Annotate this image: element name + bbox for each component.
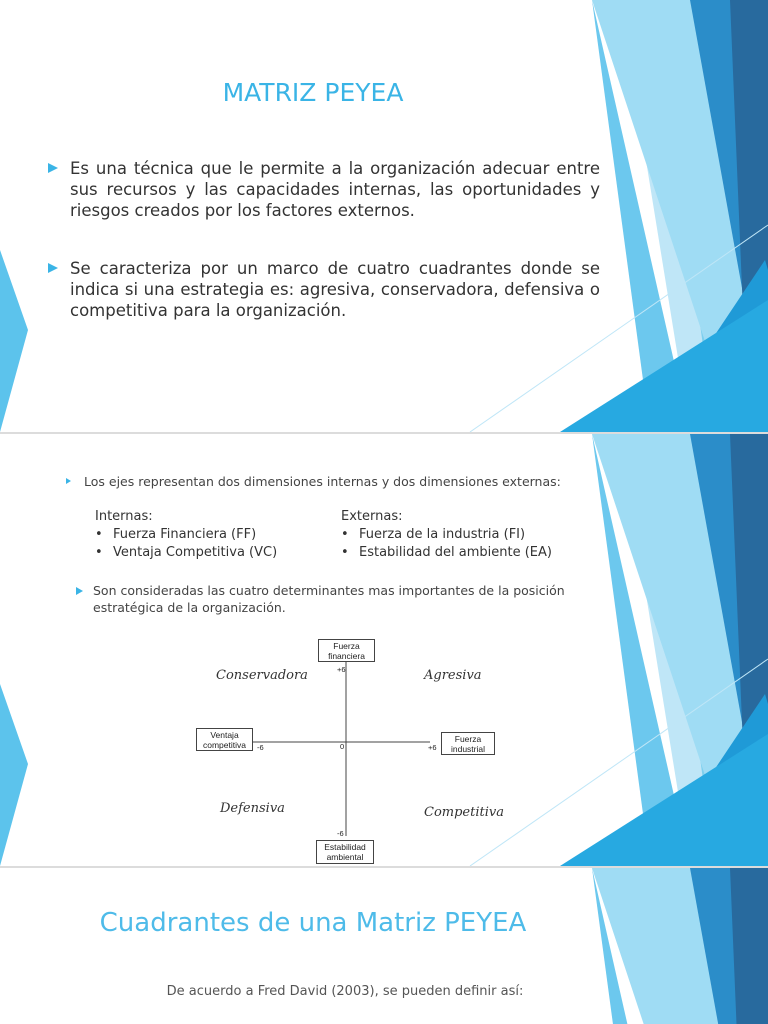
slide-3	[0, 868, 768, 1024]
diagram-axes	[0, 434, 768, 866]
quadrant-competitiva: Competitiva	[424, 805, 504, 820]
tick-origin: 0	[340, 742, 345, 751]
bullet-arrow-icon	[48, 263, 58, 273]
externas-heading: Externas:	[341, 509, 403, 524]
determinants-note: Son consideradas las cuatro determinantes mas importantes de la posición estratégica de la organización.	[93, 583, 565, 615]
internas-heading: Internas:	[95, 509, 153, 524]
quadrant-agresiva: Agresiva	[424, 668, 482, 683]
slide-1	[0, 0, 768, 432]
list-item: • Fuerza Financiera (FF)	[95, 526, 277, 544]
slide-2	[0, 434, 768, 866]
tick-top: +6	[337, 665, 346, 674]
list-item: • Ventaja Competitiva (VC)	[95, 544, 277, 562]
tick-left: -6	[257, 743, 264, 752]
decorative-shapes	[0, 868, 768, 1024]
slide-subtitle: De acuerdo a Fred David (2003), se pueden definir así:	[166, 984, 524, 999]
axes-intro: Los ejes representan dos dimensiones internas y dos dimensiones externas:	[84, 474, 561, 489]
axis-box-estabilidad-ambiental: Estabilidad ambiental	[316, 840, 374, 864]
axis-box-fuerza-financiera: Fuerza financiera	[318, 639, 375, 662]
quadrant-conservadora: Conservadora	[216, 668, 308, 683]
axis-box-fuerza-industrial: Fuerza industrial	[441, 732, 495, 755]
tick-right: +6	[428, 743, 437, 752]
tick-bottom: -6	[337, 829, 344, 838]
list-item: • Estabilidad del ambiente (EA)	[341, 544, 552, 562]
quadrant-defensiva: Defensiva	[220, 801, 285, 816]
list-item: • Fuerza de la industria (FI)	[341, 526, 552, 544]
bullet-arrow-icon	[48, 163, 58, 173]
bullet-2: Se caracteriza por un marco de cuatro cuadrantes donde se indica si una estrategia es: agresiva, conservadora, defensiva o competitiva para la organización.	[48, 258, 600, 321]
slide-title: MATRIZ PEYEA	[222, 78, 404, 107]
slide-title: Cuadrantes de una Matriz PEYEA	[99, 908, 527, 938]
bullet-1: Es una técnica que le permite a la organización adecuar entre sus recursos y las capacidades internas, las oportunidades y riesgos creados por los factores externos.	[48, 158, 600, 221]
axis-box-ventaja-competitiva: Ventaja competitiva	[196, 728, 253, 751]
